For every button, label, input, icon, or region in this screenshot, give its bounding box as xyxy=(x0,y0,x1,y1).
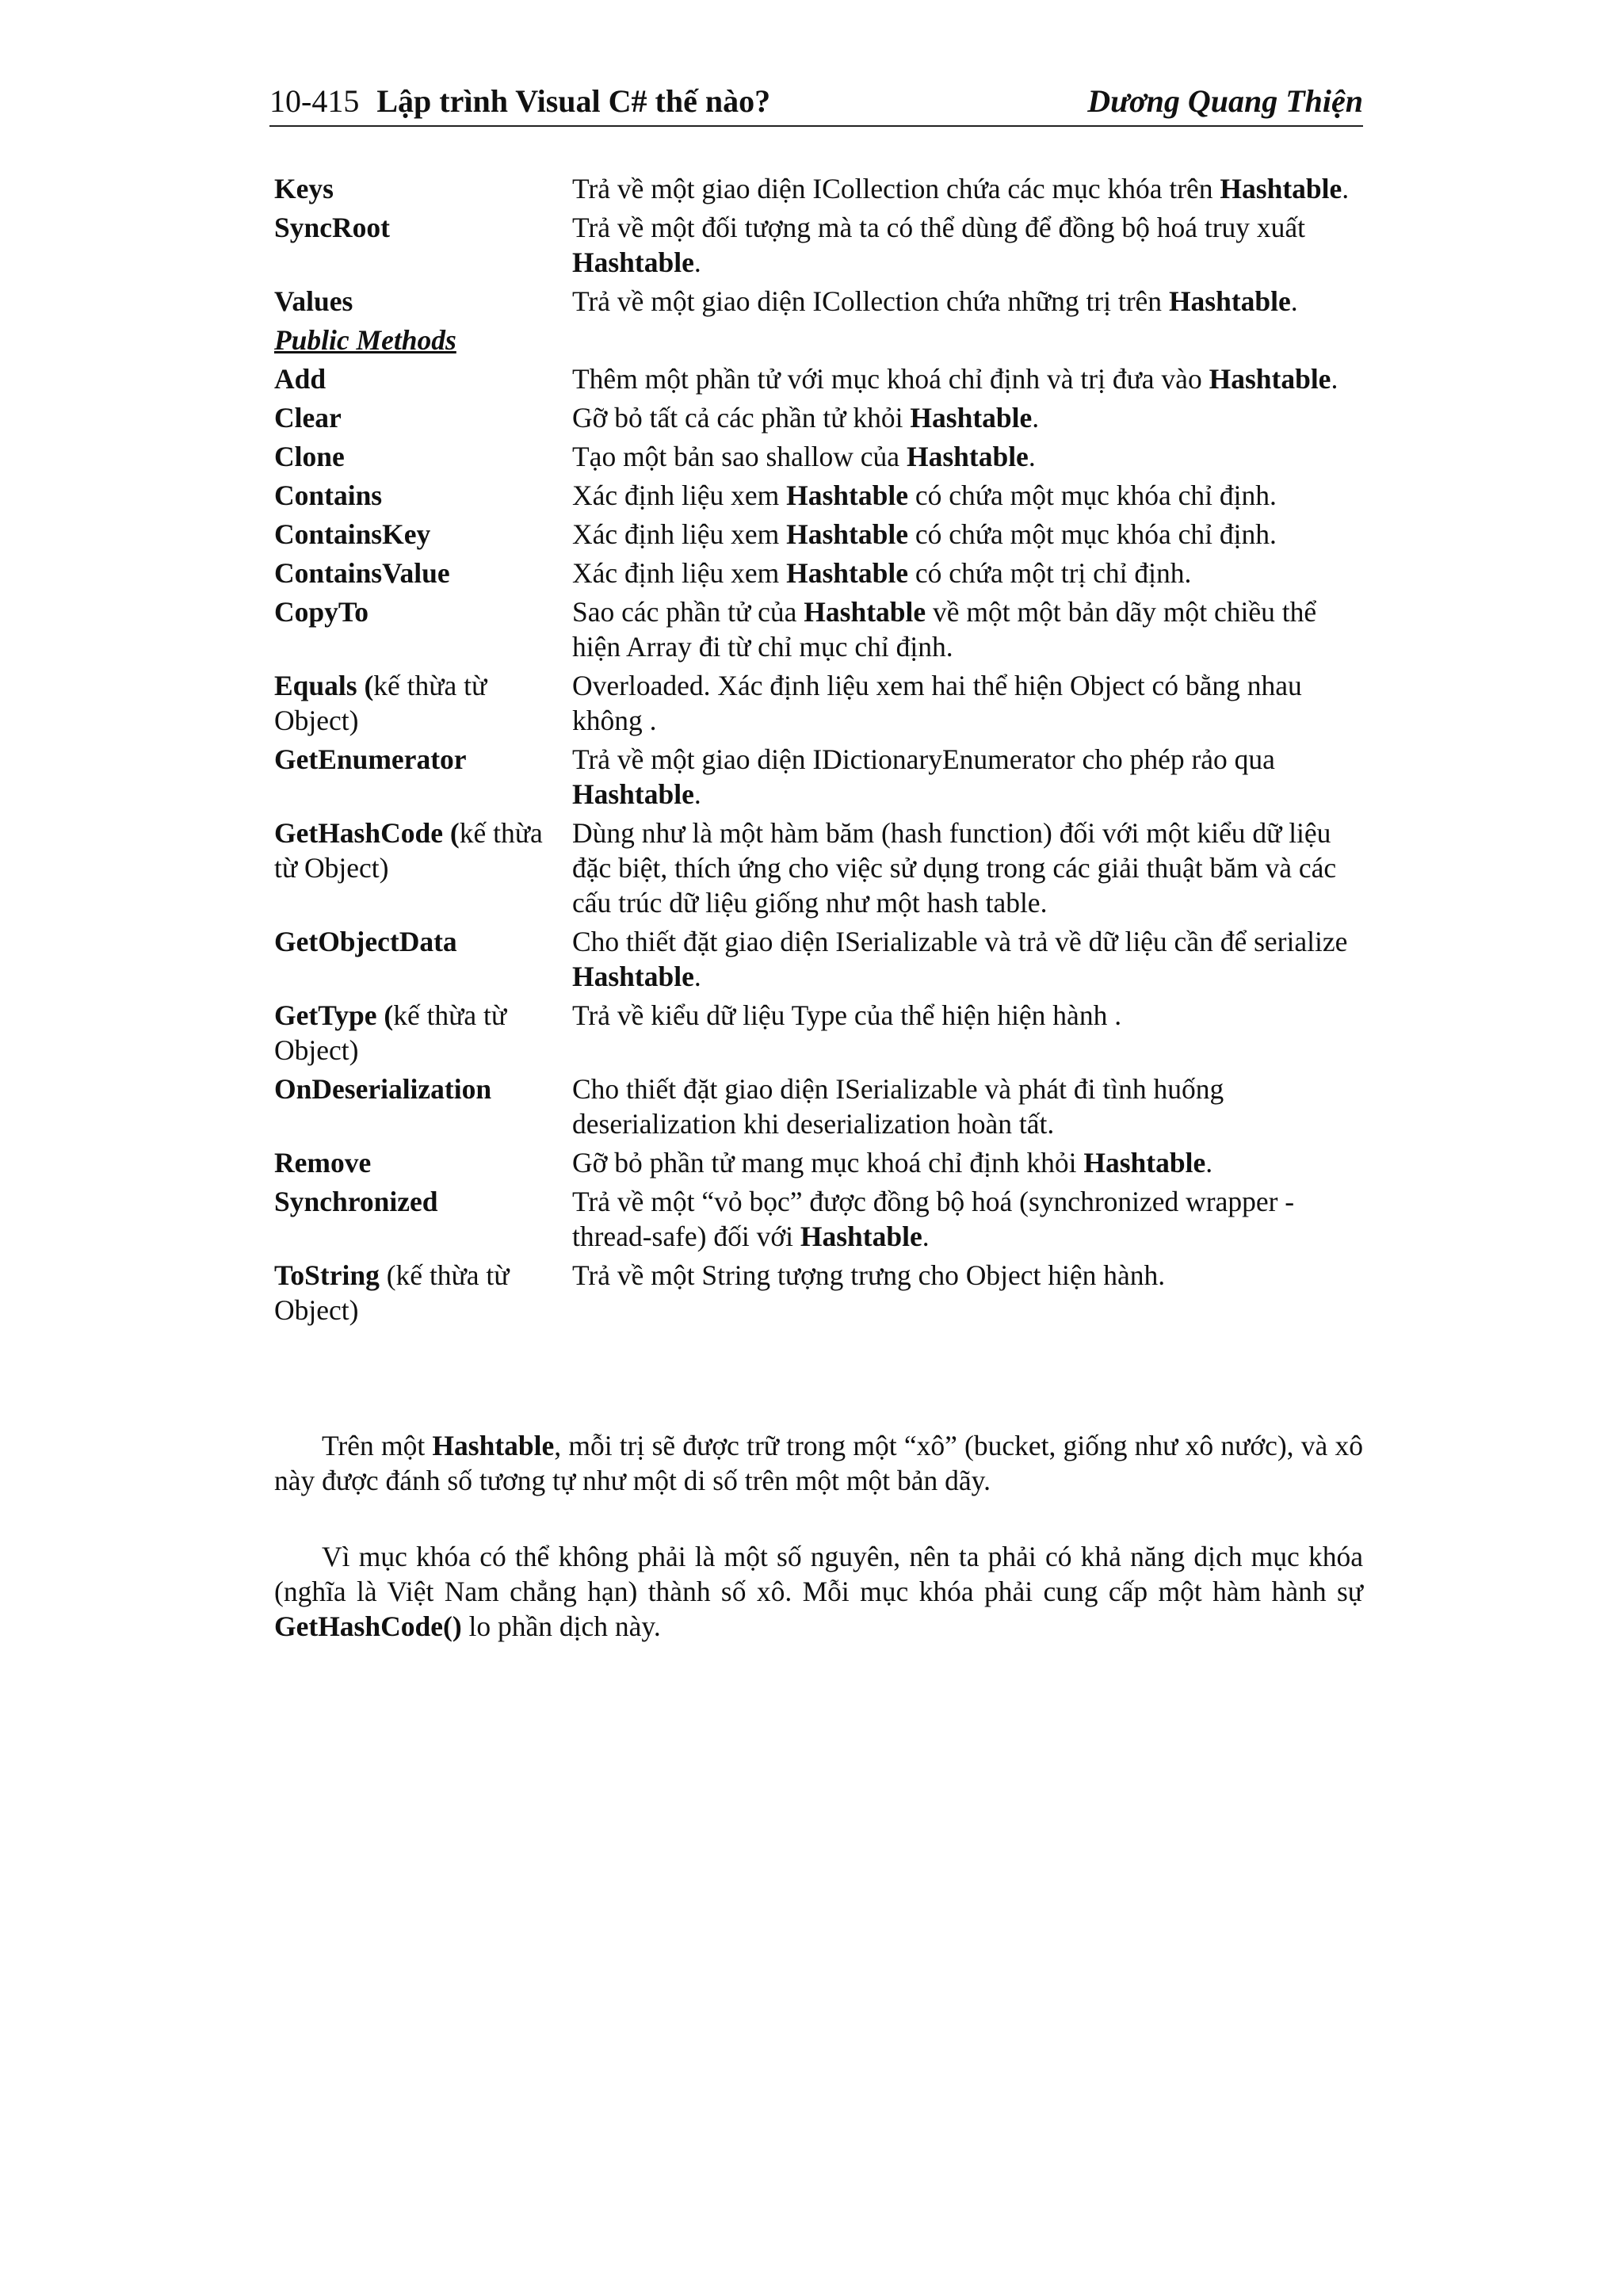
member-name: Clone xyxy=(274,441,345,472)
description-text: về một một bản dãy một chiều thể hiện Array đi từ chỉ mục chỉ định. xyxy=(572,596,1317,663)
member-term xyxy=(274,668,572,738)
description-text: . xyxy=(1342,173,1350,204)
description-text: Gỡ bỏ phần tử mang mục khoá chỉ định khỏi xyxy=(572,1147,1084,1179)
description-bold: Hashtable xyxy=(800,1221,922,1252)
book-title: Lập trình Visual C# thế nào? xyxy=(376,83,771,119)
author-name: Dương Quang Thiện xyxy=(1087,83,1363,119)
member-term xyxy=(274,400,572,435)
member-name: Remove xyxy=(274,1147,372,1179)
description-text: Cho thiết đặt giao diện ISerializable và trả về dữ liệu cần để serialize xyxy=(572,926,1348,957)
description-text: . xyxy=(1331,363,1338,395)
member-row xyxy=(274,1072,1363,1141)
member-term xyxy=(274,171,572,206)
member-row xyxy=(274,284,1363,319)
member-row xyxy=(274,1258,1363,1328)
member-name: ContainsKey xyxy=(274,518,431,550)
member-description xyxy=(572,668,1363,738)
description-text: Trả về một giao diện ICollection chứa những trị trên xyxy=(572,285,1169,317)
description-text: . xyxy=(693,246,701,278)
description-text: Gỡ bỏ tất cả các phần tử khỏi xyxy=(572,402,911,434)
member-row xyxy=(274,439,1363,474)
description-text: Trả về kiểu dữ liệu Type của thể hiện hiện hành . xyxy=(572,999,1122,1031)
description-text: Xác định liệu xem xyxy=(572,518,787,550)
description-bold: Hashtable xyxy=(804,596,926,628)
description-text: . xyxy=(1028,441,1036,472)
member-name: GetObjectData xyxy=(274,926,457,957)
member-name: ContainsValue xyxy=(274,557,450,589)
properties-list xyxy=(274,171,1363,319)
member-name: Equals ( xyxy=(274,670,374,701)
member-description xyxy=(572,478,1363,513)
description-text: Xác định liệu xem xyxy=(572,557,787,589)
description-text: Cho thiết đặt giao diện ISerializable và phát đi tình huống deserialization khi deserialization hoàn tất. xyxy=(572,1073,1224,1140)
member-row xyxy=(274,171,1363,206)
description-text: . xyxy=(693,778,701,810)
description-text: Trả về một giao diện ICollection chứa các mục khóa trên xyxy=(572,173,1220,204)
member-name: SyncRoot xyxy=(274,212,390,243)
description-bold: Hashtable xyxy=(786,479,908,511)
description-text: có chứa một mục khóa chỉ định. xyxy=(907,518,1277,550)
body-paragraph-1 xyxy=(274,1428,1363,1498)
description-text: có chứa một mục khóa chỉ định. xyxy=(907,479,1277,511)
member-inherit-note: kế thừa từ Object) xyxy=(274,817,543,884)
member-name: Clear xyxy=(274,402,342,434)
member-description xyxy=(572,998,1363,1068)
member-term xyxy=(274,924,572,994)
member-name: Contains xyxy=(274,479,383,511)
description-bold: Hashtable xyxy=(786,557,908,589)
methods-list xyxy=(274,361,1363,1328)
description-text: . xyxy=(1205,1147,1213,1179)
member-inherit-note: kế thừa từ Object) xyxy=(274,999,507,1066)
description-bold: Hashtable xyxy=(786,518,908,550)
description-bold: Hashtable xyxy=(572,961,694,992)
member-description xyxy=(572,517,1363,552)
member-inherit-note: (kế thừa từ Object) xyxy=(274,1259,510,1326)
running-header xyxy=(269,78,1363,127)
member-table xyxy=(274,171,1363,1331)
member-name: Keys xyxy=(274,173,334,204)
description-text: có chứa một trị chỉ định. xyxy=(907,557,1192,589)
member-term xyxy=(274,1184,572,1254)
member-name: GetEnumerator xyxy=(274,743,467,775)
member-row xyxy=(274,556,1363,590)
description-text: Trả về một “vỏ bọc” được đồng bộ hoá (synchronized wrapper - thread-safe) đối với xyxy=(572,1186,1295,1252)
header-left xyxy=(269,78,770,125)
member-description xyxy=(572,594,1363,664)
description-text: . xyxy=(1032,402,1040,434)
member-term xyxy=(274,816,572,920)
member-name: Add xyxy=(274,363,327,395)
member-row xyxy=(274,400,1363,435)
description-text: . xyxy=(693,961,701,992)
description-text: . xyxy=(922,1221,930,1252)
description-text: Tạo một bản sao shallow của xyxy=(572,441,907,472)
description-text: Thêm một phần tử với mục khoá chỉ định và trị đưa vào xyxy=(572,363,1209,395)
member-row xyxy=(274,210,1363,280)
para-2-text-a: Vì mục khóa có thể không phải là một số nguyên, nên ta phải có khả năng dịch mục khóa (nghĩa là Việt Nam chẳng hạn) thành số xô. Mỗi mục khóa phải cung cấp một hàm hành sự xyxy=(274,1541,1363,1607)
description-bold: Hashtable xyxy=(1168,285,1291,317)
member-term xyxy=(274,1145,572,1180)
member-description xyxy=(572,400,1363,435)
member-term xyxy=(274,742,572,812)
member-name: GetHashCode ( xyxy=(274,817,460,849)
member-description xyxy=(572,210,1363,280)
description-text: Xác định liệu xem xyxy=(572,479,787,511)
description-bold: Hashtable xyxy=(906,441,1029,472)
description-bold: Hashtable xyxy=(1083,1147,1206,1179)
member-term xyxy=(274,594,572,664)
description-bold: Hashtable xyxy=(572,778,694,810)
member-description xyxy=(572,1184,1363,1254)
public-methods-heading: Public Methods xyxy=(274,324,456,356)
description-text: Overloaded. Xác định liệu xem hai thể hiện Object có bằng nhau không . xyxy=(572,670,1302,736)
para-1-text-a: Trên một xyxy=(322,1430,433,1461)
member-term xyxy=(274,284,572,319)
member-term xyxy=(274,478,572,513)
member-row xyxy=(274,517,1363,552)
member-name: CopyTo xyxy=(274,596,369,628)
member-name: GetType ( xyxy=(274,999,394,1031)
member-description xyxy=(572,1258,1363,1328)
member-description xyxy=(572,171,1363,206)
member-term xyxy=(274,998,572,1068)
body-paragraph-2 xyxy=(274,1539,1363,1644)
member-row xyxy=(274,742,1363,812)
description-bold: Hashtable xyxy=(572,246,694,278)
member-row xyxy=(274,1184,1363,1254)
member-row xyxy=(274,594,1363,664)
member-name: ToString xyxy=(274,1259,380,1291)
member-description xyxy=(572,816,1363,920)
member-description xyxy=(572,439,1363,474)
member-description xyxy=(572,284,1363,319)
member-row xyxy=(274,998,1363,1068)
member-inherit-note: kế thừa từ Object) xyxy=(274,670,487,736)
member-description xyxy=(572,924,1363,994)
description-text: Trả về một String tượng trưng cho Object hiện hành. xyxy=(572,1259,1166,1291)
para-1-text-b: , mỗi trị sẽ được trữ trong một “xô” (bucket, giống như xô nước), và xô này được đánh số tương tự như một di số trên một một bản dãy. xyxy=(274,1430,1363,1496)
member-term xyxy=(274,439,572,474)
description-text: . xyxy=(1290,285,1298,317)
member-row xyxy=(274,1145,1363,1180)
member-term xyxy=(274,517,572,552)
member-row xyxy=(274,924,1363,994)
page-number: 10-415 xyxy=(269,83,360,119)
member-term xyxy=(274,556,572,590)
member-term xyxy=(274,1072,572,1141)
description-bold: Hashtable xyxy=(1220,173,1342,204)
member-term xyxy=(274,1258,572,1328)
member-name: OnDeserialization xyxy=(274,1073,492,1105)
description-bold: Hashtable xyxy=(1209,363,1331,395)
member-row xyxy=(274,478,1363,513)
description-text: Trả về một đối tượng mà ta có thể dùng để đồng bộ hoá truy xuất xyxy=(572,212,1306,243)
member-description xyxy=(572,556,1363,590)
member-description xyxy=(572,1145,1363,1180)
member-row xyxy=(274,668,1363,738)
description-text: Sao các phần tử của xyxy=(572,596,804,628)
description-text: Trả về một giao diện IDictionaryEnumerator cho phép rảo qua xyxy=(572,743,1275,775)
para-2-bold: GetHashCode() xyxy=(274,1610,462,1642)
description-text: Dùng như là một hàm băm (hash function) đối với một kiểu dữ liệu đặc biệt, thích ứng cho việc sử dụng trong các giải thuật băm và các cấu trúc dữ liệu giống như một hash table. xyxy=(572,817,1337,919)
member-term xyxy=(274,210,572,280)
description-bold: Hashtable xyxy=(910,402,1033,434)
member-description xyxy=(572,742,1363,812)
para-2-text-b: lo phần dịch này. xyxy=(461,1610,661,1642)
member-name: Values xyxy=(274,285,353,317)
para-1-bold: Hashtable xyxy=(432,1430,555,1461)
member-description xyxy=(572,361,1363,396)
member-description xyxy=(572,1072,1363,1141)
member-term xyxy=(274,361,572,396)
member-name: Synchronized xyxy=(274,1186,438,1217)
member-row xyxy=(274,361,1363,396)
member-row xyxy=(274,816,1363,920)
